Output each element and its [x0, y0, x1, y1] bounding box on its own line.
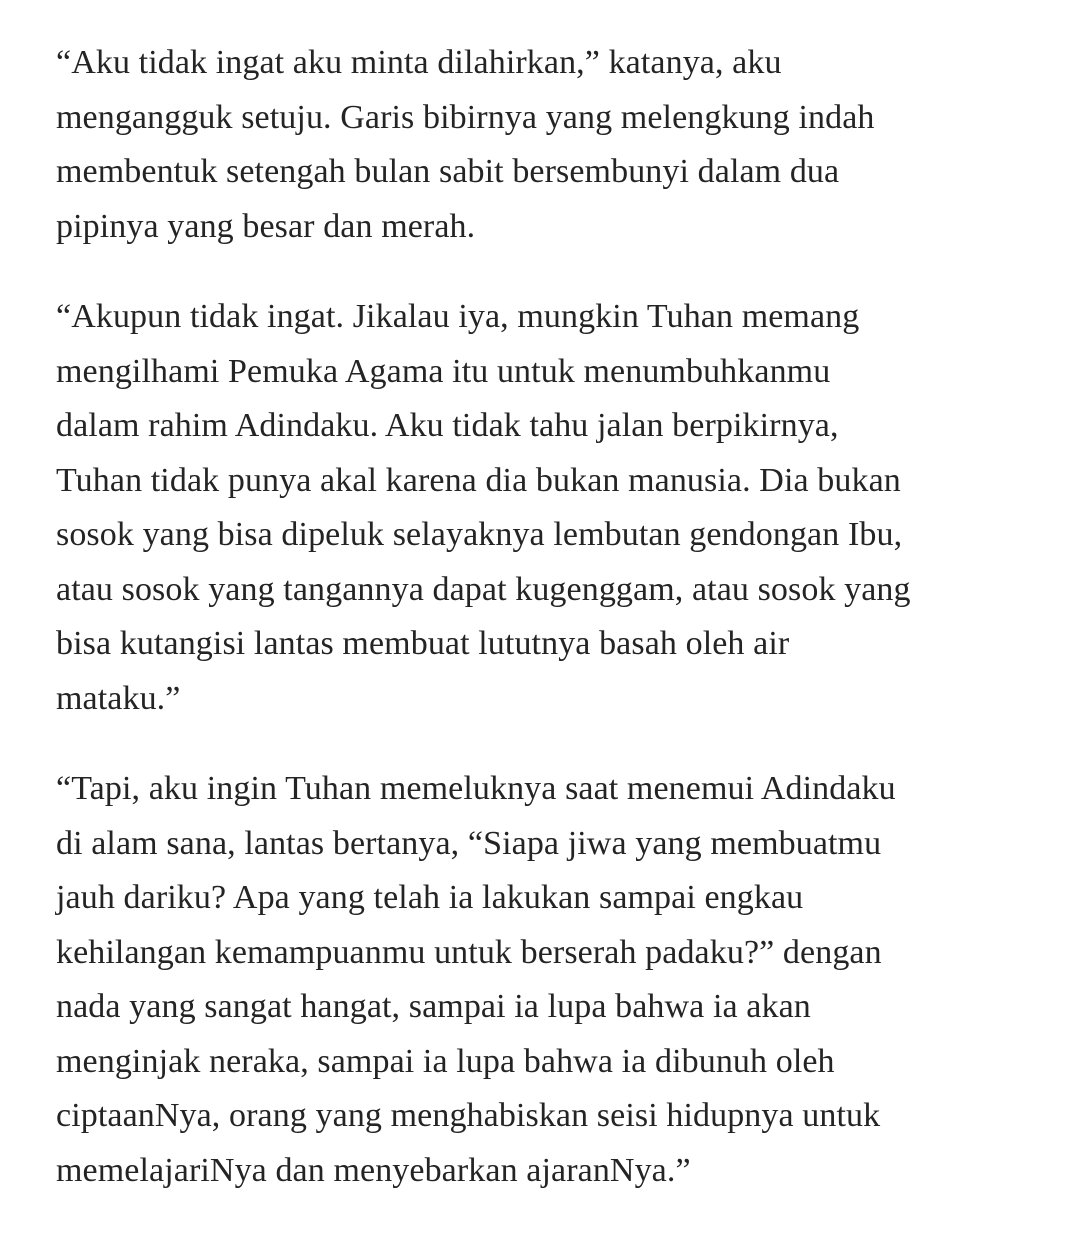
- text-line: Tuhan tidak punya akal karena dia bukan manusia. Dia bukan: [56, 461, 901, 499]
- text-line: menginjak neraka, sampai ia lupa bahwa ia dibunuh oleh: [56, 1042, 835, 1080]
- text-line: membentuk setengah bulan sabit bersembunyi dalam dua: [56, 153, 840, 190]
- text-line: kehilangan kemampuanmu untuk berserah padaku?” dengan: [56, 933, 882, 971]
- text-line: “Akupun tidak ingat. Jikalau iya, mungkin Tuhan memang: [56, 298, 860, 335]
- text-line: memelajariNya dan menyebarkan ajaranNya.”: [56, 1151, 691, 1189]
- text-line: pipinya yang besar dan merah.: [56, 207, 476, 245]
- paragraph-1: [56, 36, 1056, 254]
- paragraph-3: [56, 762, 1056, 1198]
- text-line: dalam rahim Adindaku. Aku tidak tahu jalan berpikirnya,: [56, 407, 839, 444]
- text-line: jauh dariku? Apa yang telah ia lakukan sampai engkau: [56, 879, 804, 916]
- text-line: bisa kutangisi lantas membuat lututnya basah oleh air: [56, 625, 790, 662]
- text-line: mengangguk setuju. Garis bibirnya yang melengkung indah: [56, 98, 875, 136]
- paragraph-2: [56, 290, 1056, 726]
- text-line: ciptaanNya, orang yang menghabiskan seisi hidupnya untuk: [56, 1097, 881, 1134]
- text-line: mataku.”: [56, 679, 181, 717]
- text-line: sosok yang bisa dipeluk selayaknya lembutan gendongan Ibu,: [56, 516, 903, 553]
- text-line: di alam sana, lantas bertanya, “Siapa jiwa yang membuatmu: [56, 824, 882, 862]
- text-line: atau sosok yang tangannya dapat kugenggam, atau sosok yang: [56, 570, 911, 608]
- text-line: nada yang sangat hangat, sampai ia lupa bahwa ia akan: [56, 988, 811, 1025]
- text-line: mengilhami Pemuka Agama itu untuk menumbuhkanmu: [56, 352, 831, 390]
- text-line: “Tapi, aku ingin Tuhan memeluknya saat menemui Adindaku: [56, 770, 896, 807]
- article-body: [56, 36, 1056, 1234]
- text-line: “Aku tidak ingat aku minta dilahirkan,” katanya, aku: [56, 44, 782, 81]
